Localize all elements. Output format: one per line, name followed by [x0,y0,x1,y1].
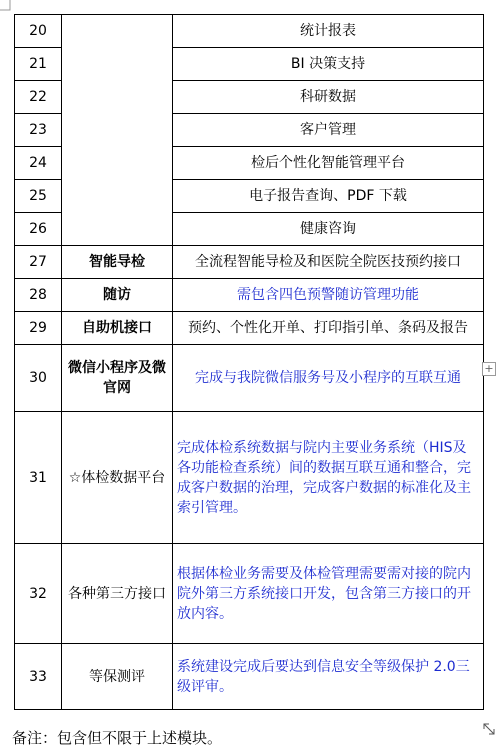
row-number: 21 [15,48,62,81]
row-content: 预约、个性化开单、打印指引单、条码及报告 [173,312,484,345]
row-content: 根据体检业务需要及体检管理需要需对接的院内院外第三方系统接口开发，包含第三方接口的开放内容。 [173,544,484,644]
row-content: BI 决策支持 [173,48,484,81]
table-row [15,312,484,345]
resize-icon-glyph [483,723,495,735]
table-footnote: 备注：包含但不限于上述模块。 [12,729,223,747]
resize-icon[interactable] [483,723,495,735]
row-content: 完成体检系统数据与院内主要业务系统（HIS及各功能检查系统）间的数据互联互通和整合，完成客户数据的治理，完成客户数据的标准化及主索引管理。 [173,412,484,544]
row-content: 客户管理 [173,114,484,147]
row-content: 完成与我院微信服务号及小程序的互联互通 [173,345,484,412]
row-content: 健康咨询 [173,213,484,246]
table-row [15,279,484,312]
row-content: 全流程智能导检及和医院全院医技预约接口 [173,246,484,279]
row-number: 29 [15,312,62,345]
row-number: 22 [15,81,62,114]
row-number: 32 [15,544,62,644]
row-number: 33 [15,644,62,710]
row-number: 26 [15,213,62,246]
table-row [15,544,484,644]
table-row [15,644,484,710]
row-content: 科研数据 [173,81,484,114]
row-number: 23 [15,114,62,147]
row-number: 24 [15,147,62,180]
row-content: 需包含四色预警随访管理功能 [173,279,484,312]
row-content: 系统建设完成后要达到信息安全等级保护 2.0三级评审。 [173,644,484,710]
requirements-table [14,14,484,710]
module-name: 随访 [62,279,173,312]
table-row [15,412,484,544]
row-number: 25 [15,180,62,213]
merged-module-cell [62,15,173,246]
row-content: 统计报表 [173,15,484,48]
row-number: 30 [15,345,62,412]
module-name: 智能导检 [62,246,173,279]
row-number: 28 [15,279,62,312]
table-row [15,15,484,48]
plus-icon[interactable]: + [482,362,496,376]
module-name: 微信小程序及微官网 [62,345,173,412]
module-name: ☆体检数据平台 [62,412,173,544]
table-row [15,246,484,279]
row-content: 电子报告查询、PDF 下载 [173,180,484,213]
module-name: 自助机接口 [62,312,173,345]
module-name: 等保测评 [62,644,173,710]
row-number: 20 [15,15,62,48]
row-content: 检后个性化智能管理平台 [173,147,484,180]
row-number: 27 [15,246,62,279]
table-row [15,345,484,412]
module-name: 各种第三方接口 [62,544,173,644]
row-number: 31 [15,412,62,544]
